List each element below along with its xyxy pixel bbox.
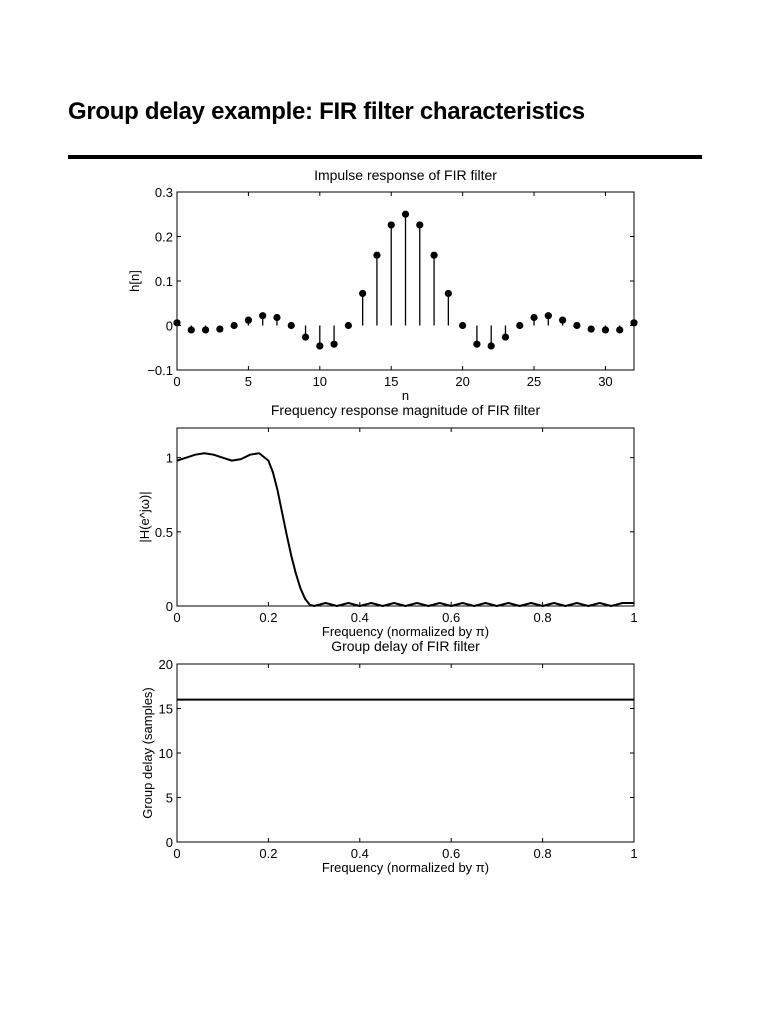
x-tick-label: 0.6 (442, 846, 461, 861)
stem-marker (316, 342, 323, 349)
stem-marker (416, 221, 423, 228)
chart-panel-1 (127, 167, 638, 403)
plot-frame (177, 664, 634, 842)
stem-marker (216, 325, 223, 332)
y-axis-label: h[n] (127, 270, 142, 292)
plot-frame (177, 428, 634, 606)
stem-marker (345, 322, 352, 329)
stem-marker (530, 314, 537, 321)
x-tick-label: 0.8 (533, 610, 552, 625)
stem-marker (273, 314, 280, 321)
y-tick-label: 1 (165, 450, 173, 466)
x-tick-label: 0.2 (259, 846, 278, 861)
stem-marker (202, 326, 209, 333)
stem-marker (288, 322, 295, 329)
x-tick-label: 1 (630, 846, 638, 861)
stem-marker (559, 317, 566, 324)
y-axis-label: |H(e^jω)| (137, 491, 152, 543)
stem-marker (502, 333, 509, 340)
stem-marker (302, 333, 309, 340)
stem-marker (259, 312, 266, 319)
series-line (177, 453, 634, 606)
y-tick-label: 15 (158, 701, 173, 717)
x-axis-label: n (401, 388, 410, 403)
stem-marker (473, 341, 480, 348)
y-axis-label: Group delay (samples) (140, 687, 155, 819)
x-tick-label: 0.4 (350, 846, 369, 861)
x-tick-label: 25 (526, 374, 542, 389)
stem-marker (330, 341, 337, 348)
stem-marker (630, 319, 637, 326)
y-tick-label: 5 (165, 790, 173, 806)
x-tick-label: 0 (173, 374, 181, 389)
stem-marker (602, 326, 609, 333)
stem-marker (373, 252, 380, 259)
y-tick-label: 0.3 (154, 185, 173, 200)
chart-title: Impulse response of FIR filter (314, 167, 497, 183)
x-tick-label: 0 (173, 846, 181, 861)
y-tick-label: 0 (165, 318, 173, 334)
x-tick-label: 20 (455, 374, 470, 389)
x-tick-label: 30 (598, 374, 613, 389)
stem-marker (245, 317, 252, 324)
page-title: Group delay example: FIR filter characteristics (68, 98, 585, 125)
stem-marker (359, 290, 366, 297)
stem-marker (573, 322, 580, 329)
chart-title: Group delay of FIR filter (331, 638, 480, 654)
stem-marker (588, 325, 595, 332)
x-tick-label: 0 (173, 610, 181, 625)
stem-marker (231, 322, 238, 329)
stem-marker (173, 319, 180, 326)
stem-marker (430, 252, 437, 259)
y-tick-label: 0 (165, 835, 173, 850)
x-tick-label: 10 (312, 374, 328, 389)
y-tick-label: 20 (158, 657, 173, 672)
stem-marker (459, 322, 466, 329)
stem-marker (545, 312, 552, 319)
chart-panel-2 (137, 402, 638, 639)
x-tick-label: 0.6 (442, 610, 461, 625)
chart-title: Frequency response magnitude of FIR filter (270, 402, 541, 418)
y-tick-label: 0 (165, 599, 173, 614)
x-tick-label: 1 (630, 610, 638, 625)
y-tick-label: 0.1 (154, 274, 173, 289)
x-tick-label: 0.8 (533, 846, 552, 861)
y-tick-label: 0.2 (154, 229, 173, 245)
stem-marker (402, 211, 409, 218)
x-tick-label: 15 (383, 374, 399, 389)
x-axis-label: Frequency (normalized by π) (321, 624, 490, 639)
stem-marker (445, 290, 452, 297)
y-tick-label: 0.5 (154, 524, 173, 540)
stem-marker (616, 326, 623, 333)
stem-marker (488, 342, 495, 349)
x-tick-label: 0.2 (259, 610, 278, 625)
y-tick-label: 10 (158, 746, 173, 761)
stem-marker (388, 221, 395, 228)
x-tick-label: 5 (244, 374, 253, 389)
chart-panel-3 (140, 638, 638, 875)
stem-marker (516, 322, 523, 329)
stem-marker (188, 326, 195, 333)
y-tick-label: −0.1 (147, 363, 173, 378)
x-axis-label: Frequency (normalized by π) (321, 860, 490, 875)
x-tick-label: 0.4 (350, 610, 369, 625)
